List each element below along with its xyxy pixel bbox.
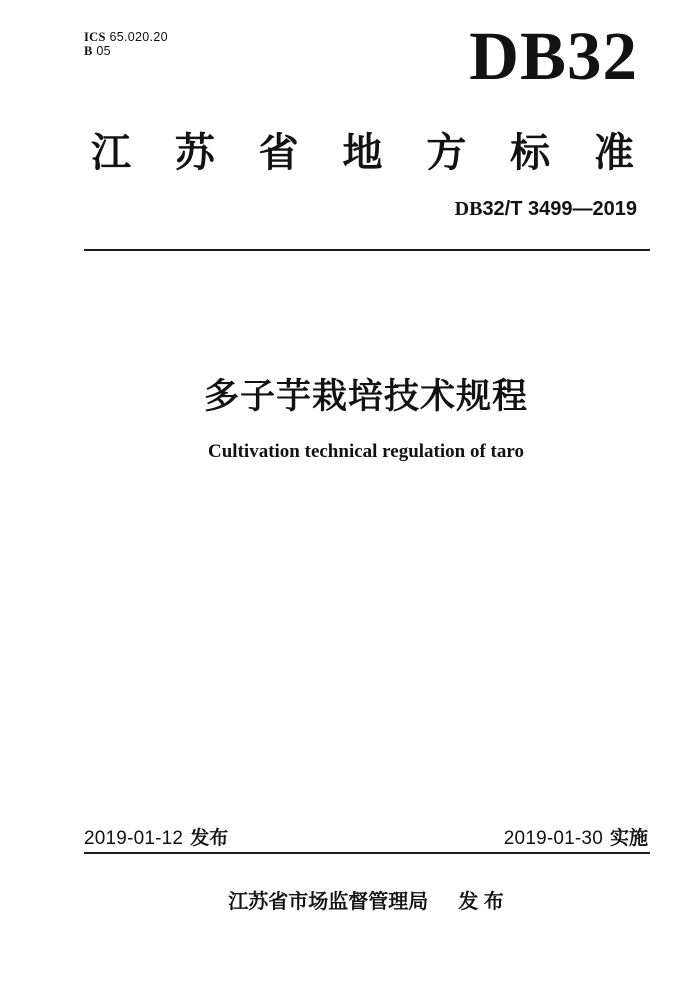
- class-label: B: [84, 44, 93, 58]
- ics-code: 65.020.20: [109, 30, 168, 44]
- issue-label: 发布: [190, 828, 229, 849]
- top-rule: [84, 249, 650, 251]
- ics-label: ICS: [84, 30, 106, 44]
- standard-name-char: 省: [258, 131, 299, 175]
- doc-code-number: 32/T 3499—2019: [482, 198, 637, 220]
- implement-date: 2019-01-30: [503, 828, 603, 849]
- bottom-rule: [84, 852, 650, 854]
- dates-row: [84, 828, 648, 850]
- class-code: 05: [96, 44, 111, 58]
- implement-date-group: [504, 828, 648, 850]
- document-title-cn: 多子芋栽培技术规程: [203, 377, 528, 416]
- doc-code-prefix: DB: [454, 198, 483, 220]
- doc-code: [455, 197, 637, 221]
- standard-name-char: 标: [510, 131, 551, 175]
- implement-label: 实施: [609, 828, 648, 849]
- standard-name-char: 地: [342, 131, 383, 175]
- standard-name-char: 方: [426, 131, 467, 175]
- publisher-org: 江苏省市场监督管理局: [228, 891, 429, 913]
- issue-date: 2019-01-12: [84, 828, 184, 849]
- db32-logotype: DB32: [469, 18, 638, 94]
- classification-line: [84, 44, 168, 58]
- publish-action: 发 布: [458, 891, 504, 913]
- issue-date-group: [84, 828, 228, 850]
- standard-name-cn: [84, 130, 648, 176]
- ics-line: [84, 30, 168, 44]
- publisher-row: [84, 889, 648, 915]
- standard-name-char: 准: [593, 131, 634, 175]
- standard-name-char: 苏: [174, 131, 215, 175]
- ics-block: [84, 30, 168, 58]
- document-title-en: Cultivation technical regulation of taro: [208, 441, 524, 462]
- standard-name-char: 江: [91, 131, 131, 175]
